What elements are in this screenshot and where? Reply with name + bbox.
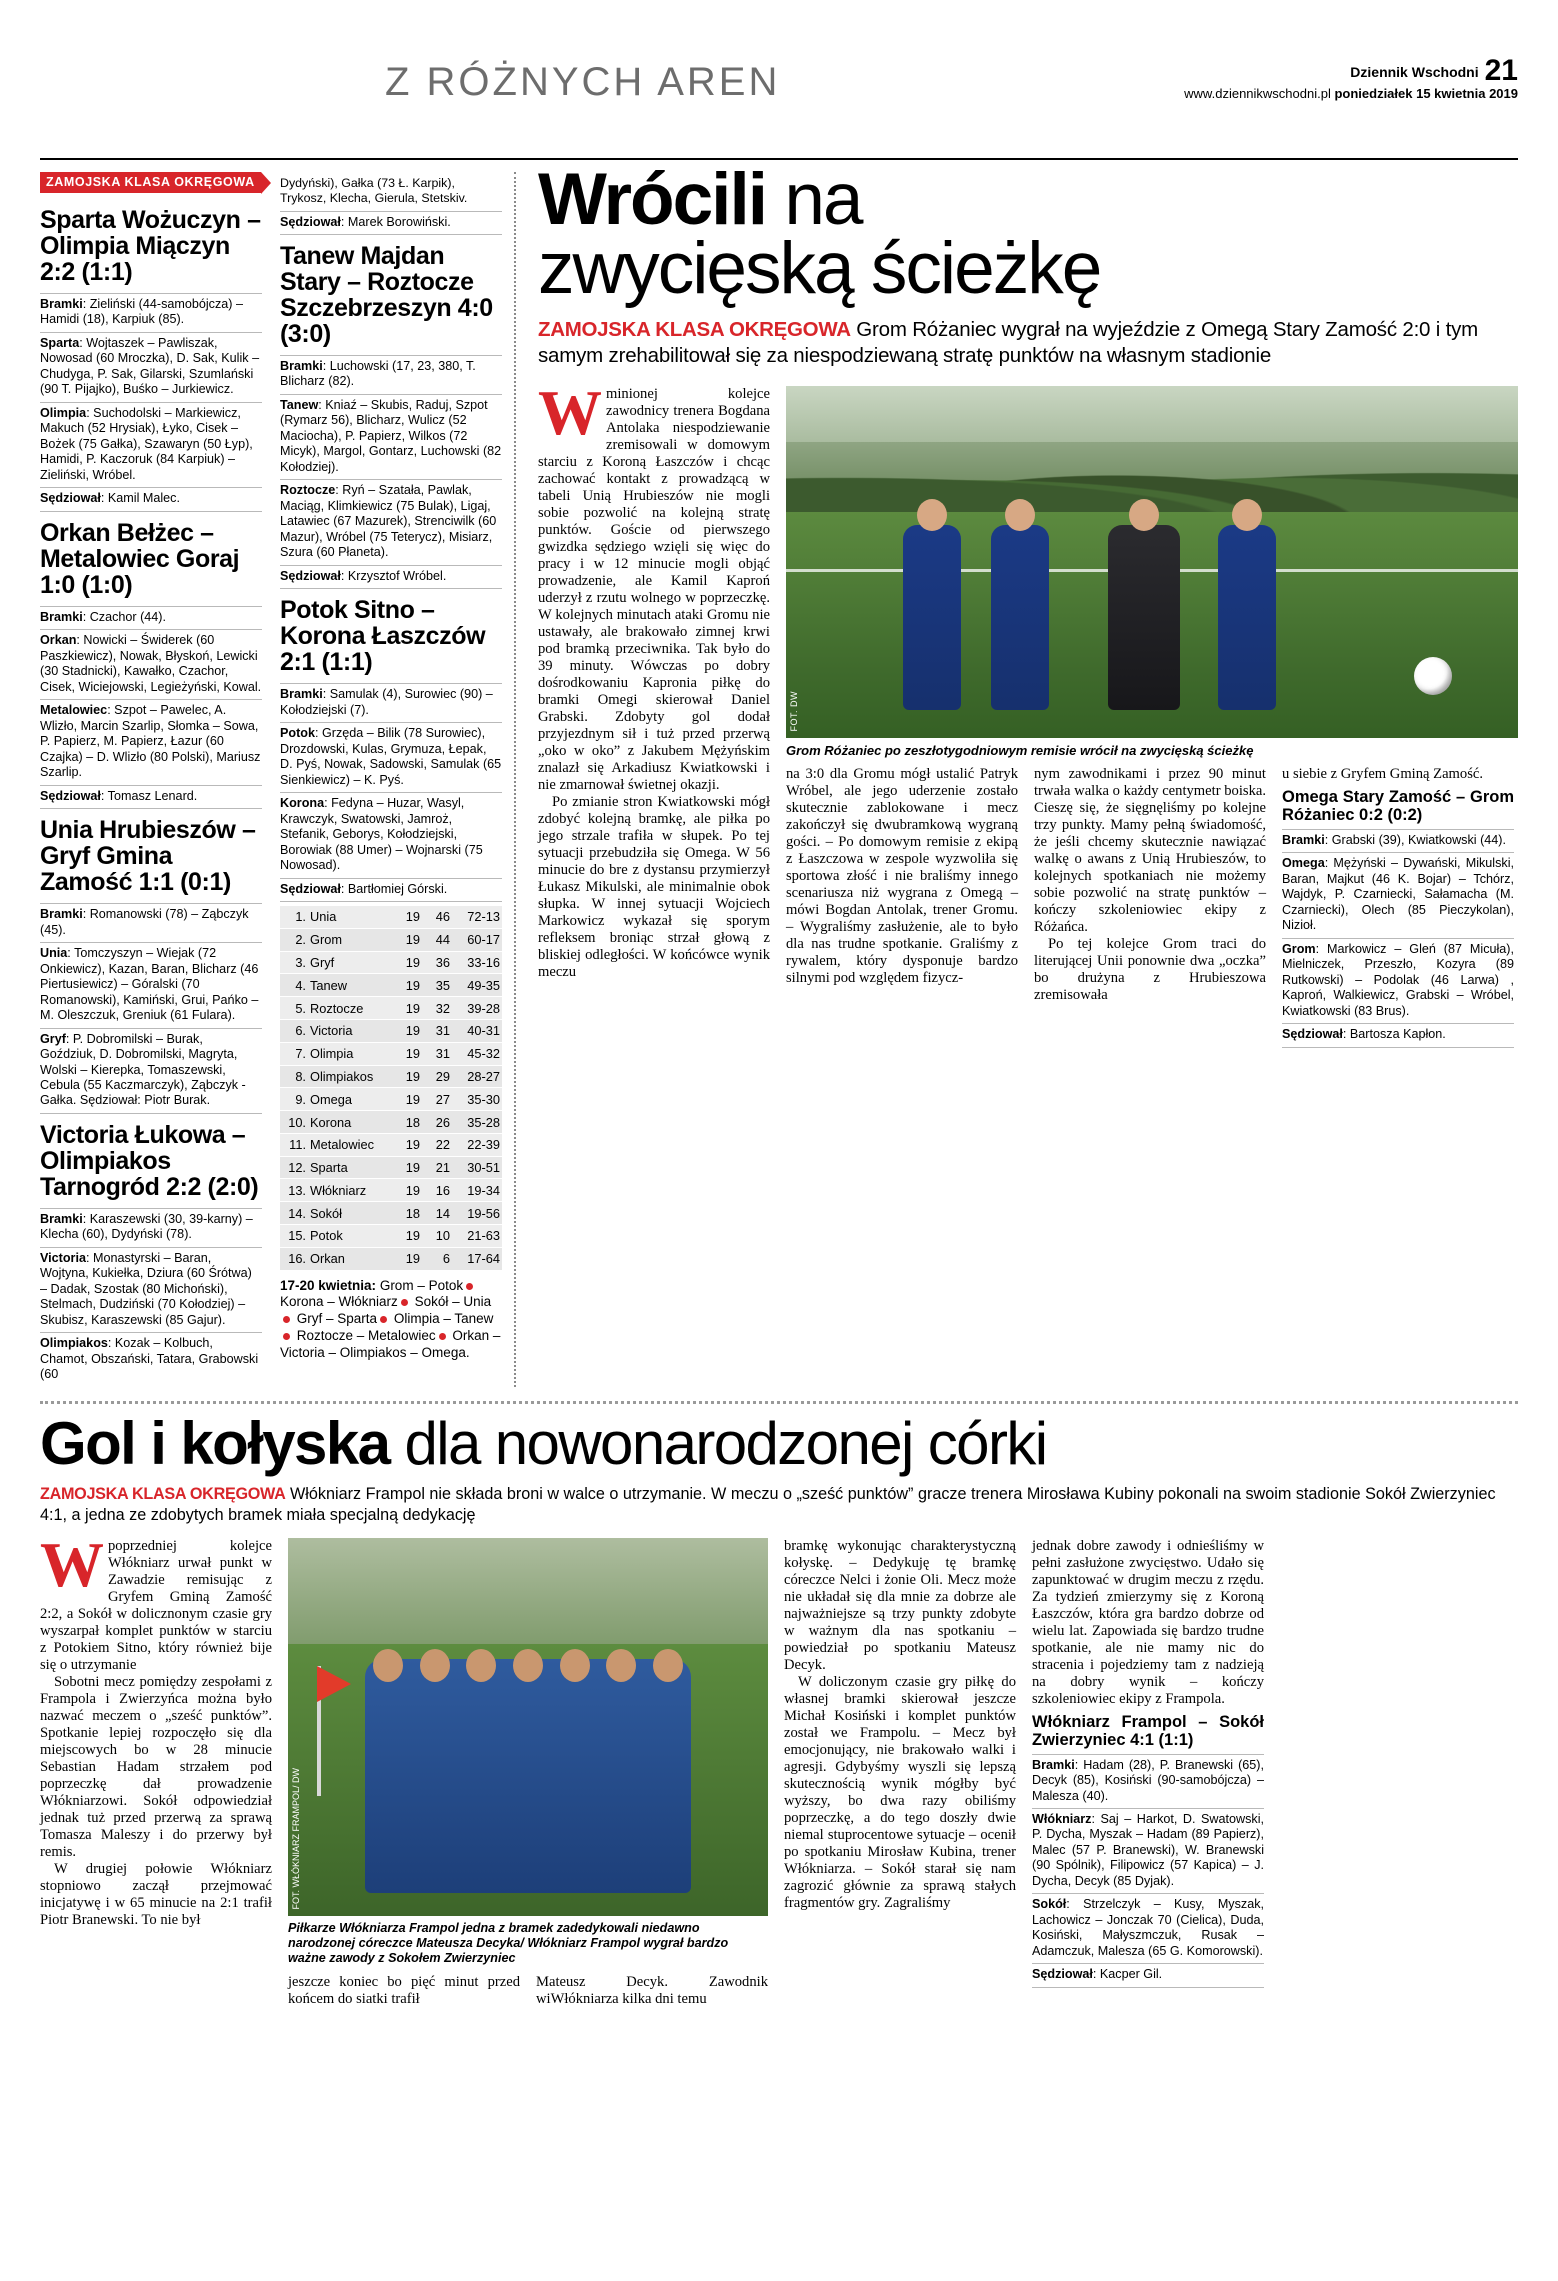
match-row (40, 1248, 262, 1333)
row-text: : Bartosza Kapłon. (1342, 1027, 1446, 1042)
story2-lower-columns (288, 1974, 768, 2008)
match-row (280, 395, 502, 480)
paragraph-text: Sobotni mecz pomiędzy zespołami z Frampola i Zwierzyńca można było nazwać meczem o „sześć punktów”. Spotkanie lepiej rozpoczęło się dla miejscowych bo w 28 minucie Sebastian Hadam strzałem pod poprzeczkę dał prowadzenie Włókniarzowi. Sokół odpowiedział jednak tuż przed przerwą za sprawą Tomasza Maleszy i do przerwy był remis. (40, 1673, 272, 1860)
league-standings-table (280, 906, 502, 1271)
photo-player (1108, 525, 1180, 710)
match-row (40, 488, 262, 511)
paragraph (40, 1674, 272, 1861)
row-label: Bramki (1282, 832, 1325, 847)
paragraph-text: jeszcze koniec bo pięć minut przed końcem do siatki trafił (288, 1974, 520, 2008)
paragraph-text: nym zawodnikami i przez 90 minut trwała walka o każdy centymetr boiska. Cieszę się, że sięgnęliśmy po kolejne trzy punkty. Mamy pełną świadomość, że jeśli chcemy skutecznie nawiązać walkę o awans z Unią Hrubieszów, to kolejnych spotkaniach nie możemy sobie pozwolić na stratę punktów – kończy szkoleniowiec ekipy z Różańca. (1034, 766, 1266, 936)
row-text: : Grabski (39), Kwiatkowski (44). (1324, 832, 1506, 847)
paragraph-text: na 3:0 dla Gromu mógł ustalić Patryk Wróbel, ale jego uderzenie zostało skutecznie zablokowane i mecz zakończył się dwubramkową wygraną gości. – Po domowym remisie z ekipą z Łaszczowa w zespole wyzwoliła się sportowa złość i nie braliśmy innego scenariusza niż wygrana z Omegą – mówi Bogdan Antolak, trener Gromu. – Wygraliśmy zasłużenie, ale to było dla nas trudne spotkanie. Graliśmy z rywalem, który dysponuje bardzo silnymi pod względem fizycz- (786, 766, 1018, 987)
table-row: 8. Olimpiakos 19 29 28-27 (280, 1065, 502, 1088)
match-result-unia-gryf (40, 817, 262, 1114)
masthead (40, 0, 1518, 124)
hero-article (514, 159, 1518, 1387)
row-label: Bramki (280, 687, 323, 702)
match-row (40, 606, 262, 630)
row-label: Bramki (40, 297, 83, 311)
match-result-tanew-roztocze (280, 243, 502, 589)
table-row: 5. Roztocze 19 32 39-28 (280, 997, 502, 1020)
table-row: 7. Olimpia 19 31 45-32 (280, 1042, 502, 1065)
match-row (280, 211, 502, 235)
story2-match-box-title: Włókniarz Frampol – Sokół Zwierzyniec 4:1 (1:1) (1032, 1712, 1264, 1749)
match-title: Orkan Bełżec – Metalowiec Goraj 1:0 (1:0) (40, 518, 240, 599)
photo-player (1218, 525, 1276, 710)
row-text: : P. Dobromilski – Burak, Goździuk, D. Dobromilski, Magryta, Wolski – Kierepka, Tomaszewski, Cebula (55 Kaczmarczyk), Ząbczyk - Gałka. Sędziował: Piotr Burak. (40, 1031, 246, 1108)
headline-light-part: dla nowonarodzonej córki (389, 1409, 1047, 1477)
row-text: : Kozak – Kolbuch, Chamot, Obszański, Tatara, Grabowski (60 (40, 1336, 259, 1382)
paragraph-text: jednak dobre zawody i odnieśliśmy w pełni zasłużone zwycięstwo. Udało się zapunktować w drugim meczu z rzędu. Za tydzień zmierzymy się z Koroną Łaszczów, która gra bardzo dobrze od wielu lat. Zapowiada się bardzo trudne spotkanie, ale nie mamy nic do stracenia i pojedziemy tam z nadzieją na dobry wynik – kończy szkoleniowiec ekipy z Frampola. (1032, 1537, 1264, 1707)
match-row (1032, 1894, 1264, 1964)
huddle-heads (365, 1649, 691, 1682)
paragraph-text: Po tej kolejce Grom traci do literującej Unii ponownie dwa „oczka” bo drużyna z Hrubieszowa zremisowała (1034, 936, 1266, 1004)
match-row (1032, 1809, 1264, 1894)
paragraph (40, 1861, 272, 1929)
lede-text: Włókniarz Frampol nie składa broni w walce o utrzymanie. W meczu o „sześć punktów” gracze trenera Mirosława Kubiny pokonali na swoim stadionie Sokół Zwierzyniec 4:1, a jedna ze zdobytych bramek miała specjalną dedykację (40, 1484, 1496, 1524)
player-head (917, 499, 947, 531)
row-text: : Kacper Gil. (1092, 1967, 1163, 1982)
match-row (40, 403, 262, 488)
photo-credit: FOT. WŁÓKNIARZ FRAMPOL/ DW (291, 1768, 301, 1910)
paragraph-text: Po zmianie stron Kwiatkowski mógł zdobyć kolejną bramkę, ale piłka po jego strzale trafiła w słupek. Po tej sytuacji przebudziła się Omega. W 56 minucie do bre z dystansu przymierzył Łukasz Mikulski, ale minimalnie obok słupka. W innej sytuacji Wojciech Markowicz wykazał się sporym refleksem broniąc strzał głową z bliskiej odległości. W końcówce wynik meczu (538, 793, 770, 980)
match-row (280, 793, 502, 878)
row-text: : Wojtaszek – Pawliszak, Nowosad (60 Mroczka), D. Sak, Kulik – Chudyga, P. Sak, Gilarski, Szumlański (90 T. Pijajko), Buśko – Jurkiewicz. (40, 335, 260, 397)
row-text: : Monastyrski – Baran, Wojtyna, Kukiełka, Dziura (60 Śrótwa) – Dadak, Szostak (80 Michoński), Stelmach, Dudziński (70 Kołodziej) – Skubisz, Karaszewski (85 Gajur). (40, 1250, 252, 1327)
photo-player (903, 525, 961, 710)
row-label: Orkan (40, 633, 77, 648)
table-row: 4. Tanew 19 35 49-35 (280, 974, 502, 997)
match-row (40, 333, 262, 403)
story2-body (40, 1528, 1518, 2008)
row-label: Korona (280, 796, 325, 811)
paragraph (1282, 766, 1514, 783)
row-label: Sędziował (280, 881, 341, 896)
match-result-potok-korona (280, 597, 502, 902)
headline-bold-part: Wrócili (538, 159, 767, 240)
hero-photo-block (786, 386, 1518, 1048)
match-result-victoria-olimpiakos (40, 1122, 262, 1387)
row-label: Sędziował (40, 788, 101, 803)
row-label: Bramki (40, 907, 83, 922)
row-text: : Krzysztof Wróbel. (340, 568, 447, 583)
match-result-orkan-metalowiec (40, 520, 262, 809)
hero-match-box-title: Omega Stary Zamość – Grom Różaniec 0:2 (0:2) (1282, 788, 1514, 825)
hero-headline (538, 159, 1518, 309)
drop-cap: W (40, 1528, 104, 1600)
paragraph (538, 794, 770, 981)
story2-column-1 (40, 1528, 272, 2008)
row-text: : Samulak (4), Surowiec (90) – Kołodziejski (7). (280, 687, 493, 717)
team-huddle (365, 1659, 691, 1893)
corner-flag-icon (317, 1666, 351, 1702)
match-title: Potok Sitno – Korona Łaszczów 2:1 (1:1) (280, 596, 486, 677)
paragraph (1034, 766, 1266, 936)
row-label: Olimpia (40, 405, 87, 420)
match-row (40, 1029, 262, 1114)
row-label: Sędziował (280, 568, 341, 583)
bullet-dot-icon (401, 1299, 408, 1306)
row-label: Metalowiec (40, 703, 108, 718)
headline-bold-part: Gol i kołyska (40, 1409, 390, 1477)
hero-article-body (538, 376, 1518, 1048)
match-row (40, 786, 262, 809)
row-label: Roztocze (280, 483, 336, 498)
row-label: Sędziował (1282, 1027, 1343, 1042)
row-text: : Fedyna – Huzar, Wasyl, Krawczyk, Swatowski, Jamroż, Stefanik, Geborys, Kołodziejski, Borowiak (88 Umer) – Wojnarski (75 Nowosad). (280, 796, 483, 873)
row-label: Bramki (40, 609, 83, 624)
story2-lede (40, 1484, 1518, 1526)
row-label: Olimpiakos (40, 1336, 108, 1351)
section-divider (40, 1401, 1518, 1404)
row-text: : Nowicki – Świderek (60 Paszkiewicz), Nowak, Błyskoń, Lewicki (30 Stadnicki), Kawałko, Czachor, Cisek, Wiciejowski, Legieżyński, Kowal. (40, 633, 262, 694)
player-head (560, 1649, 590, 1682)
row-text: : Tomasz Lenard. (100, 788, 198, 803)
article-column-2 (786, 766, 1018, 1047)
headline-light-part: na (766, 159, 862, 240)
row-text: : Kniaź – Skubis, Raduj, Szpot (Rymarz 56), Blicharz, Wulicz (52 Maciocha), P. Papierz, Wilkos (72 Micyk), Margol, Gontarz, Luchowski (82 Kołodziej). (280, 397, 502, 474)
photo-sky (288, 1538, 768, 1651)
match-row (280, 879, 502, 902)
story2-headline (40, 1409, 1518, 1477)
row-label: Włókniarz (1032, 1812, 1092, 1826)
story2-photo-block (288, 1538, 768, 2008)
bullet-dot-icon (439, 1333, 446, 1340)
fixture-item: Gryf – Sparta (296, 1311, 378, 1327)
paragraph (1032, 1538, 1264, 1708)
paragraph-text: Mateusz Decyk. Zawodnik wiWłókniarza kilka dni temu (536, 1974, 768, 2008)
match-row (280, 355, 502, 395)
article-column-1 (538, 376, 770, 1048)
article-column-4 (1282, 766, 1514, 1047)
table-row: 3. Gryf 19 36 33-16 (280, 951, 502, 974)
table-row: 11. Metalowiec 19 22 22-39 (280, 1133, 502, 1156)
match-row (1032, 1754, 1264, 1809)
fixture-item: Sokół – Unia (414, 1294, 492, 1310)
row-label: Sokół (1032, 1897, 1067, 1912)
player-head (466, 1649, 496, 1682)
paragraph (1034, 936, 1266, 1004)
match-row (280, 566, 502, 589)
row-text: : Tomczyszyn – Wiejak (72 Onkiewicz), Kazan, Baran, Blicharz (46 Piertusiewicz) – Góralski (70 Romanowski), Kamiński, Grui, Pańko – M. Oleszczuk, Greniuk (61 Fulara). (40, 946, 259, 1023)
results-column-1 (40, 172, 272, 1387)
hero-lower-columns (786, 766, 1518, 1047)
paragraph-text: minionej kolejce zawodnicy trenera Bogdana Antolaka niespodziewanie zremisowali w domowym starciu z Koroną Łaszczów i chcąc zachować kontakt z prowadzącą w tabeli Unią Hrubieszów nie mogli sobie pozwolić na kolejną stratę punktów. Goście od pierwszego gwizdka sędziego wzięli się więc do pracy i w 12 minucie mogli objąć prowadzenie, ale Kamil Kaproń uderzył z rzutu wolnego w poprzeczkę. W kolejnych minutach ataki Gromu nie ustawały, ale brakowało zimnej krwi pod bramką przeciwnika. Tak było do 39 minuty. Wówczas po dobry dośrodkowaniu Kapronia piłkę do bramki Omegi skierował Daniel Grabski. Zdobyty gol dodał przyjezdnym sił i tuż przed przerwą „oko w oko” z Jakubem Mężyńskim znalazł się Arkadiusz Kwiatkowski i nie zmarnował świetnej okazji. (538, 385, 770, 793)
row-text: : Markowicz – Gleń (87 Micuła), Mielniczek, Przeszło, Kozyra (89 Rutkowski) – Podolak (46 Larwa) , Kaproń, Walkiewicz, Grabski – Wróbel, Kwiatkowski (83 Brus). (1282, 941, 1514, 1018)
hero-lede (538, 317, 1518, 369)
bullet-dot-icon (466, 1283, 473, 1290)
match-title: Tanew Majdan Stary – Roztocze Szczebrzeszyn 4:0 (3:0) (280, 241, 493, 348)
player-head (373, 1649, 403, 1682)
table-row: 10. Korona 18 26 35-28 (280, 1111, 502, 1134)
table-row: 6. Victoria 19 31 40-31 (280, 1020, 502, 1043)
masthead-info (1184, 54, 1518, 101)
fixture-item: Orkan – Victoria – Olimpiakos – Omega. (280, 1327, 501, 1360)
player-head (1232, 499, 1262, 531)
paragraph-text: poprzedniej kolejce Włókniarz urwał punkt w Zawadzie remisując z Gryfem Gminą Zamość 2:2, a Sokół w dolicznonym czasie gry wyszarpał komplet punktów w starciu z Potokiem Sitno, który również bije się o utrzymanie (40, 1537, 272, 1673)
page-number: 21 (1484, 54, 1518, 87)
match-row (280, 480, 502, 565)
match-row (40, 903, 262, 943)
section-title: Z RÓŻNYCH AREN (385, 60, 781, 104)
row-text: : Marek Borowiński. (340, 214, 451, 229)
table-row: 9. Omega 19 27 35-30 (280, 1088, 502, 1111)
match-row (1032, 1964, 1264, 1987)
photo-player (991, 525, 1049, 710)
match-title: Victoria Łukowa – Olimpiakos Tarnogród 2:2 (2:0) (40, 1120, 259, 1201)
match-row (40, 630, 262, 700)
bullet-dot-icon (283, 1316, 290, 1323)
row-label: Bramki (280, 358, 323, 373)
row-label: Sędziował (1032, 1967, 1093, 1982)
table-row: 16. Orkan 19 6 17-64 (280, 1247, 502, 1270)
table-row: 2. Grom 19 44 60-17 (280, 928, 502, 951)
row-text: : Grzęda – Bilik (78 Surowiec), Drozdowski, Kulas, Grymuza, Łepak, D. Pyś, Nowak, Sadowski, Samulak (65 Sienkiewicz) – K. Pyś. (280, 726, 502, 787)
second-story (40, 1409, 1518, 2014)
match-title: Unia Hrubieszów – Gryf Gmina Zamość 1:1 (0:1) (40, 816, 256, 897)
photo-credit: FOT. DW (789, 691, 799, 732)
match-row (280, 723, 502, 793)
match-row (280, 683, 502, 723)
row-text: : Czachor (44). (82, 609, 166, 624)
row-text: : Zieliński (44-samobójcza) – Hamidi (18), Karpiuk (85). (40, 297, 243, 327)
article-column-3 (1034, 766, 1266, 1047)
table-row: 12. Sparta 19 21 30-51 (280, 1156, 502, 1179)
drop-cap: W (538, 376, 602, 448)
row-text: : Suchodolski – Markiewicz, Makuch (52 Hrysiak), Łyko, Cisek – Bożek (75 Gałka), Szawaryn (50 Łyp), Hamidi, P. Kaczoruk (84 Karpiuk) – Zieliński, Wróbel. (40, 405, 253, 482)
hero-photo-caption: Grom Różaniec po zeszłotygodniowym remisie wrócił na zwycięską ścieżkę (786, 742, 1254, 758)
paper-name: Dziennik Wschodni (1350, 63, 1479, 80)
paragraph (538, 376, 770, 794)
fixtures-label: 17-20 kwietnia: (280, 1277, 377, 1293)
row-text: : Kamil Malec. (100, 491, 180, 506)
table-row: 1. Unia 19 46 72-13 (280, 906, 502, 928)
fixture-item: Roztocze – Metalowiec (296, 1327, 436, 1343)
paragraph-text: bramkę wykonując charakterystyczną kołyskę. – Dedykuję tę bramkę córeczce Nelci i żonie Oli. Mecz może nie układał się dla mnie za dobrze ale najważniejsze są trzy punkty zdobyte w ważnym dla nas spotkaniu – powiedział po spotkaniu Mateusz Decyk. (784, 1537, 1016, 1673)
player-head (1005, 499, 1035, 531)
row-text: : Strzelczyk – Kusy, Myszak, Lachowicz – Jonczak 70 (Cielica), Duda, Kosiński, Małyszmczuk, Rusak – Adamczuk, Malesza (65 G. Komorowski). (1032, 1897, 1264, 1958)
fixture-item: Grom – Potok (379, 1277, 464, 1293)
paragraph (786, 766, 1018, 987)
row-label: Potok (280, 726, 315, 741)
paragraph (784, 1538, 1016, 1674)
paragraph (40, 1528, 272, 1674)
story2-column-2 (288, 1974, 520, 2008)
row-label: Tanew (280, 397, 319, 412)
story2-column-5 (1032, 1538, 1264, 2008)
row-text: : Karaszewski (30, 39-karny) – Klecha (60), Dydyński (78). (40, 1211, 253, 1242)
table-row: 13. Włókniarz 19 16 19-34 (280, 1179, 502, 1202)
row-label: Bramki (40, 1211, 83, 1226)
match-row (40, 943, 262, 1028)
table-row: 15. Potok 19 10 21-63 (280, 1225, 502, 1248)
top-section (40, 159, 1518, 1387)
row-label: Unia (40, 946, 68, 961)
match-row (40, 1333, 262, 1386)
standings-body (280, 906, 502, 1270)
paragraph-text: u siebie z Gryfem Gminą Zamość. (1282, 766, 1484, 783)
player-head (513, 1649, 543, 1682)
match-row (1282, 853, 1514, 938)
row-text: : Romanowski (78) – Ząbczyk (45). (40, 907, 249, 937)
fixture-item: Olimpia – Tanew (393, 1311, 494, 1327)
bullet-dot-icon (380, 1316, 387, 1323)
row-label: Sędziował (280, 214, 341, 229)
match-row (40, 700, 262, 785)
match-result-sparta-olimpia (40, 207, 262, 512)
row-text: : Saj – Harkot, D. Swatowski, P. Dycha, Myszak – Hadam (89 Papierz), Malec (57 P. Branewski), W. Branewski (90 Spólnik), Filipowicz (57 Kapica) – J. Dycha, Decyk (85 Dyjak). (1032, 1812, 1264, 1888)
row-label: Grom (1282, 941, 1316, 956)
story2-column-4 (784, 1538, 1016, 2008)
match-row (1282, 939, 1514, 1024)
row-label: Sparta (40, 335, 80, 350)
olimpiakos-lineup-continuation: Dydyński), Gałka (73 Ł. Karpik), Trykosz, Klecha, Gierula, Stetskiv. (280, 176, 468, 206)
bullet-dot-icon (283, 1333, 290, 1340)
publication-date: poniedziałek 15 kwietnia 2019 (1334, 85, 1518, 101)
lede-kicker: ZAMOJSKA KLASA OKRĘGOWA (538, 318, 851, 342)
lede-text: Grom Różaniec wygrał na wyjeździe z Omegą Stary Zamość 2:0 i tym samym zrehabilitował się za niespodziewaną stratę punktów na własnym stadionie (538, 318, 1479, 368)
match-row (40, 1208, 262, 1248)
story2-photo (288, 1538, 768, 1916)
story2-column-3 (536, 1974, 768, 2008)
match-row (1282, 1024, 1514, 1047)
fixture-item: Korona – Włókniarz (280, 1294, 398, 1310)
match-row (1282, 829, 1514, 853)
upcoming-fixtures (280, 1278, 502, 1362)
table-row: 14. Sokół 18 14 19-56 (280, 1202, 502, 1225)
paragraph (536, 1974, 768, 2008)
row-text: : Ryń – Szatała, Pawlak, Maciąg, Klimkiewicz (75 Bulak), Ligaj, Latawiec (67 Mazurek), Strenciwilk (60 Mazur), Wróbel (75 Teterycz), Misiarz, Szura (60 Płaneta). (280, 483, 497, 560)
hero-photo (786, 386, 1518, 738)
paragraph (288, 1974, 520, 2008)
player-head (653, 1649, 683, 1682)
row-text: : Mężyński – Dywański, Mikulski, Baran, Majkut (46 K. Bojar) – Tchórz, Wajdyk, P. Czarniecki, Sałamacha (M. Czarniecki), Olech (85 Pieczykolan), Nizioł. (1282, 856, 1514, 933)
story2-photo-caption: Piłkarze Włókniarza Frampol jedna z bramek zadedykowali niedawno narodzonej córeczce Mateusza Decyka/ Włókniarz Frampol wygrał bardzo ważne zawody z Sokołem Zwierzyniec (288, 1920, 729, 1966)
row-label: Sędziował (40, 491, 101, 506)
results-column-2 (280, 172, 514, 1387)
row-text: : Hadam (28), P. Branewski (65), Decyk (85), Kosiński (90-samobójcza) – Malesza (40). (1032, 1757, 1264, 1803)
paragraph-text: W drugiej połowie Włókniarz stopniowo zaczął przejmować inicjatywę i w 65 minucie na 2:1 trafił Piotr Branewski. To nie był (40, 1860, 272, 1928)
paragraph-text: W doliczonym czasie gry piłkę do własnej bramki skierował jeszcze Michał Kosiński i komplet punktów został we Frampolu. – Mecz był emocjonujący, nie brakowało walki i agresji. Gdybyśmy wyszli się lepszą skutecznością wynik mógłby być wyższy, bo dwa razy obiliśmy poprzeczkę, a do tego doszły dwie niemal stuprocentowe sytuacje – ocenił po spotkaniu Mirosław Kubina, trener Włókniarza. – Sokół starał się nam zagrozić głównie za sprawą stałych fragmentów gry. Zagraliśmy (784, 1673, 1016, 1911)
player-head (606, 1649, 636, 1682)
paper-url[interactable]: www.dziennikwschodni.pl (1184, 85, 1331, 101)
row-text: : Luchowski (17, 23, 380, T. Blicharz (82). (280, 358, 476, 389)
headline-light-part-2: zwycięską ścieżkę (538, 227, 1101, 309)
row-label: Gryf (40, 1031, 66, 1046)
player-head (1129, 499, 1159, 531)
paragraph (784, 1674, 1016, 1912)
player-head (420, 1649, 450, 1682)
row-label: Omega (1282, 856, 1325, 871)
match-row (40, 293, 262, 333)
lede-kicker: ZAMOJSKA KLASA OKRĘGOWA (40, 1484, 286, 1503)
row-label: Victoria (40, 1250, 86, 1265)
row-text: : Bartłomiej Górski. (340, 881, 448, 896)
league-kicker-badge: ZAMOJSKA KLASA OKRĘGOWA (40, 172, 261, 193)
row-label: Bramki (1032, 1757, 1075, 1772)
match-title: Sparta Wożuczyn – Olimpia Miączyn 2:2 (1:1) (40, 206, 261, 286)
row-text: : Szpot – Pawelec, A. Wlizło, Marcin Szarlip, Słomka – Sowa, P. Papierz, M. Papierz, Łazur (60 Czajka) – D. Wlizło (80 Polski), Mariusz Szarlip. (40, 703, 261, 780)
